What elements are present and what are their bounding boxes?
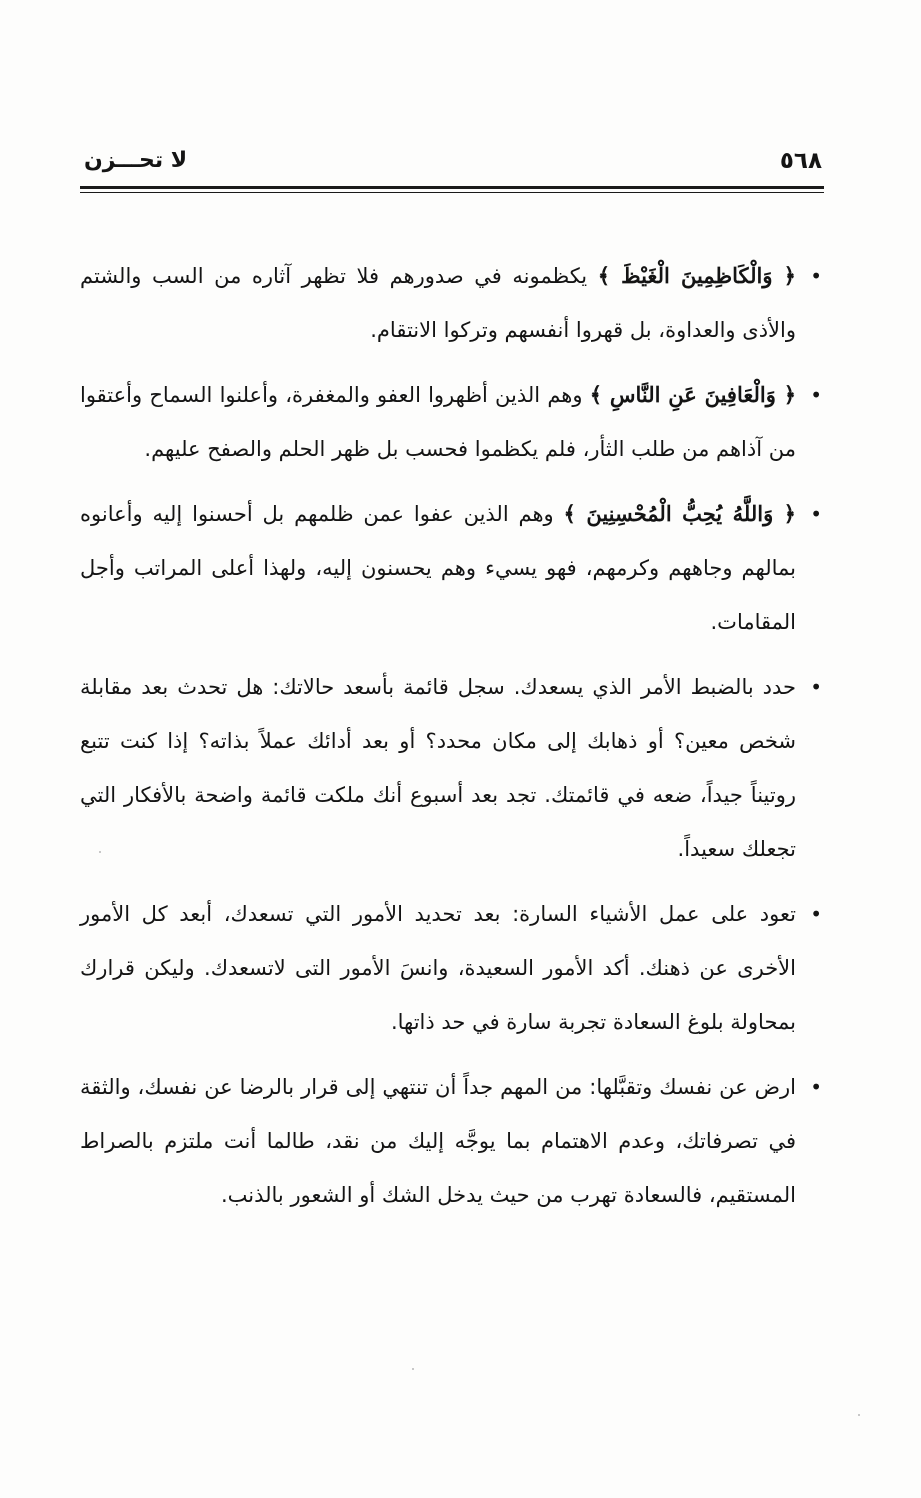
bullet-icon: • — [810, 902, 822, 926]
book-title: لا تحـــزن — [84, 148, 188, 173]
quran-quote: ﴿ وَالْعَافِينَ عَنِ النَّاسِ ﴾ — [589, 382, 796, 407]
scan-speck — [858, 1414, 860, 1416]
item-text: ارض عن نفسك وتقبَّلها: من المهم جداً أن تنتهي إلى قرار بالرضا عن نفسك، والثقة في تصرفاتك، وعدم الاهتمام بما يوجَّه إليك من نقد، طالما أنت ملتزم بالصراط المستقيم، فالسعادة تهرب من حيث يدخل الشك أو الشعور بالذنب. — [80, 1075, 796, 1207]
bullet-icon: • — [810, 1075, 822, 1099]
scan-speck — [412, 1368, 414, 1370]
page-header — [84, 148, 822, 180]
list-item-afin — [80, 368, 824, 476]
bullet-icon: • — [810, 675, 822, 699]
list-item-kazimin — [80, 249, 824, 357]
header-rule-thin — [80, 192, 824, 193]
list-item-pleasant-habits — [80, 887, 824, 1049]
item-text: تعود على عمل الأشياء السارة: بعد تحديد الأمور التي تسعدك، أبعد كل الأمور الأخرى عن ذهنك. أكد الأمور السعيدة، وانسَ الأمور التى لاتسعدك. وليكن قرارك بمحاولة بلوغ السعادة تجربة سارة في حد ذاتها. — [80, 902, 796, 1034]
item-text: وهم الذين أظهروا العفو والمغفرة، وأعلنوا السماح وأعتقوا من آذاهم من طلب الثأر، فلم يكظموا فحسب بل ظهر الحلم والصفح عليهم. — [80, 383, 796, 461]
list-item-self-acceptance — [80, 1060, 824, 1222]
page-body — [80, 249, 824, 1233]
item-text: يكظمونه في صدورهم فلا تظهر آثاره من السب والشتم والأذى والعداوة، بل قهروا أنفسهم وتركوا الانتقام. — [80, 264, 796, 342]
item-text: وهم الذين عفوا عمن ظلمهم بل أحسنوا إليه وأعانوه بمالهم وجاههم وكرمهم، فهو يسيء وهم يحسنون إليه، ولهذا أعلى المراتب وأجل المقامات. — [80, 502, 796, 634]
header-rule-thick — [80, 186, 824, 189]
bullet-icon: • — [810, 502, 822, 526]
quran-quote: ﴿ وَالْكَاظِمِينَ الْغَيْظَ ﴾ — [597, 263, 796, 288]
bullet-icon: • — [810, 264, 822, 288]
list-item-muhsinin — [80, 487, 824, 649]
scan-speck — [99, 851, 101, 853]
quran-quote: ﴿ وَاللَّهُ يُحِبُّ الْمُحْسِنِينَ ﴾ — [563, 501, 796, 526]
item-text: حدد بالضبط الأمر الذي يسعدك. سجل قائمة بأسعد حالاتك: هل تحدث بعد مقابلة شخص معين؟ أو ذهابك إلى مكان محدد؟ أو بعد أدائك عملاً بذاته؟ إذا كنت تتبع روتيناً جيداً، ضعه في قائمتك. تجد بعد أسبوع أنك ملكت قائمة واضحة بالأفكار التي تجعلك سعيداً. — [80, 675, 796, 861]
list-item-define-happiness — [80, 660, 824, 876]
bullet-icon: • — [810, 383, 822, 407]
page-number: ٥٦٨ — [779, 148, 822, 174]
